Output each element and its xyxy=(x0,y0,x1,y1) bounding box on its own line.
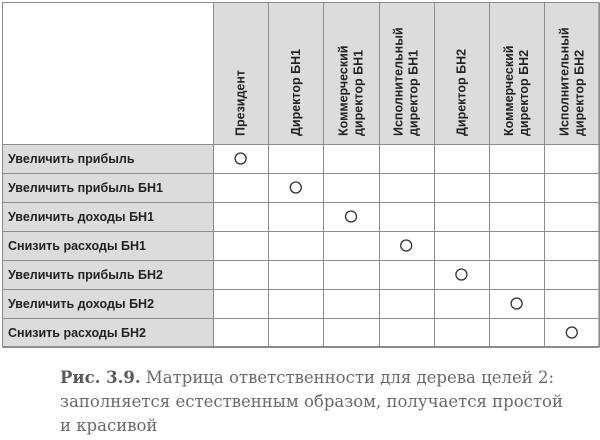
row-label: Увеличить прибыль БН2 xyxy=(8,268,163,282)
responsibility-mark xyxy=(511,298,522,309)
caption-text-1: Матрица ответственности для дерева целей 2: xyxy=(145,368,555,387)
caption-line-2: заполняется естественным образом, получается простой xyxy=(60,392,563,411)
responsibility-mark xyxy=(290,182,301,193)
figure-label: Рис. 3.9. xyxy=(60,368,141,387)
column-header-label: директор БН2 xyxy=(517,49,532,136)
row-label: Увеличить прибыль БН1 xyxy=(8,181,163,195)
caption-line-1 xyxy=(60,366,600,390)
responsibility-mark xyxy=(235,153,246,164)
row-label: Снизить расходы БН2 xyxy=(8,326,146,340)
responsibility-mark xyxy=(401,240,412,251)
caption-line-3: и красивой xyxy=(60,416,158,435)
column-header-label: директор БН1 xyxy=(351,49,366,136)
column-header-label: Исполнительный xyxy=(391,27,406,136)
row-label: Увеличить доходы БН1 xyxy=(8,210,155,224)
row-label: Увеличить доходы БН2 xyxy=(8,297,155,311)
responsibility-mark xyxy=(346,211,357,222)
column-header-label: Коммерческий xyxy=(502,45,517,136)
column-header-label: Директор БН1 xyxy=(288,48,303,136)
column-header-label: директор БН2 xyxy=(572,49,587,136)
column-header-label: директор БН1 xyxy=(406,49,421,136)
matrix-grid xyxy=(2,2,600,349)
figure-caption xyxy=(60,366,600,438)
row-label: Увеличить прибыль xyxy=(8,152,135,166)
column-header-label: Президент xyxy=(233,69,248,136)
responsibility-matrix xyxy=(2,2,600,349)
column-header-label: Коммерческий xyxy=(336,45,351,136)
column-header-label: Директор БН2 xyxy=(454,48,469,136)
column-header-label: Исполнительный xyxy=(557,27,572,136)
row-label: Снизить расходы БН1 xyxy=(8,239,146,253)
responsibility-mark xyxy=(566,327,577,338)
responsibility-mark xyxy=(456,269,467,280)
